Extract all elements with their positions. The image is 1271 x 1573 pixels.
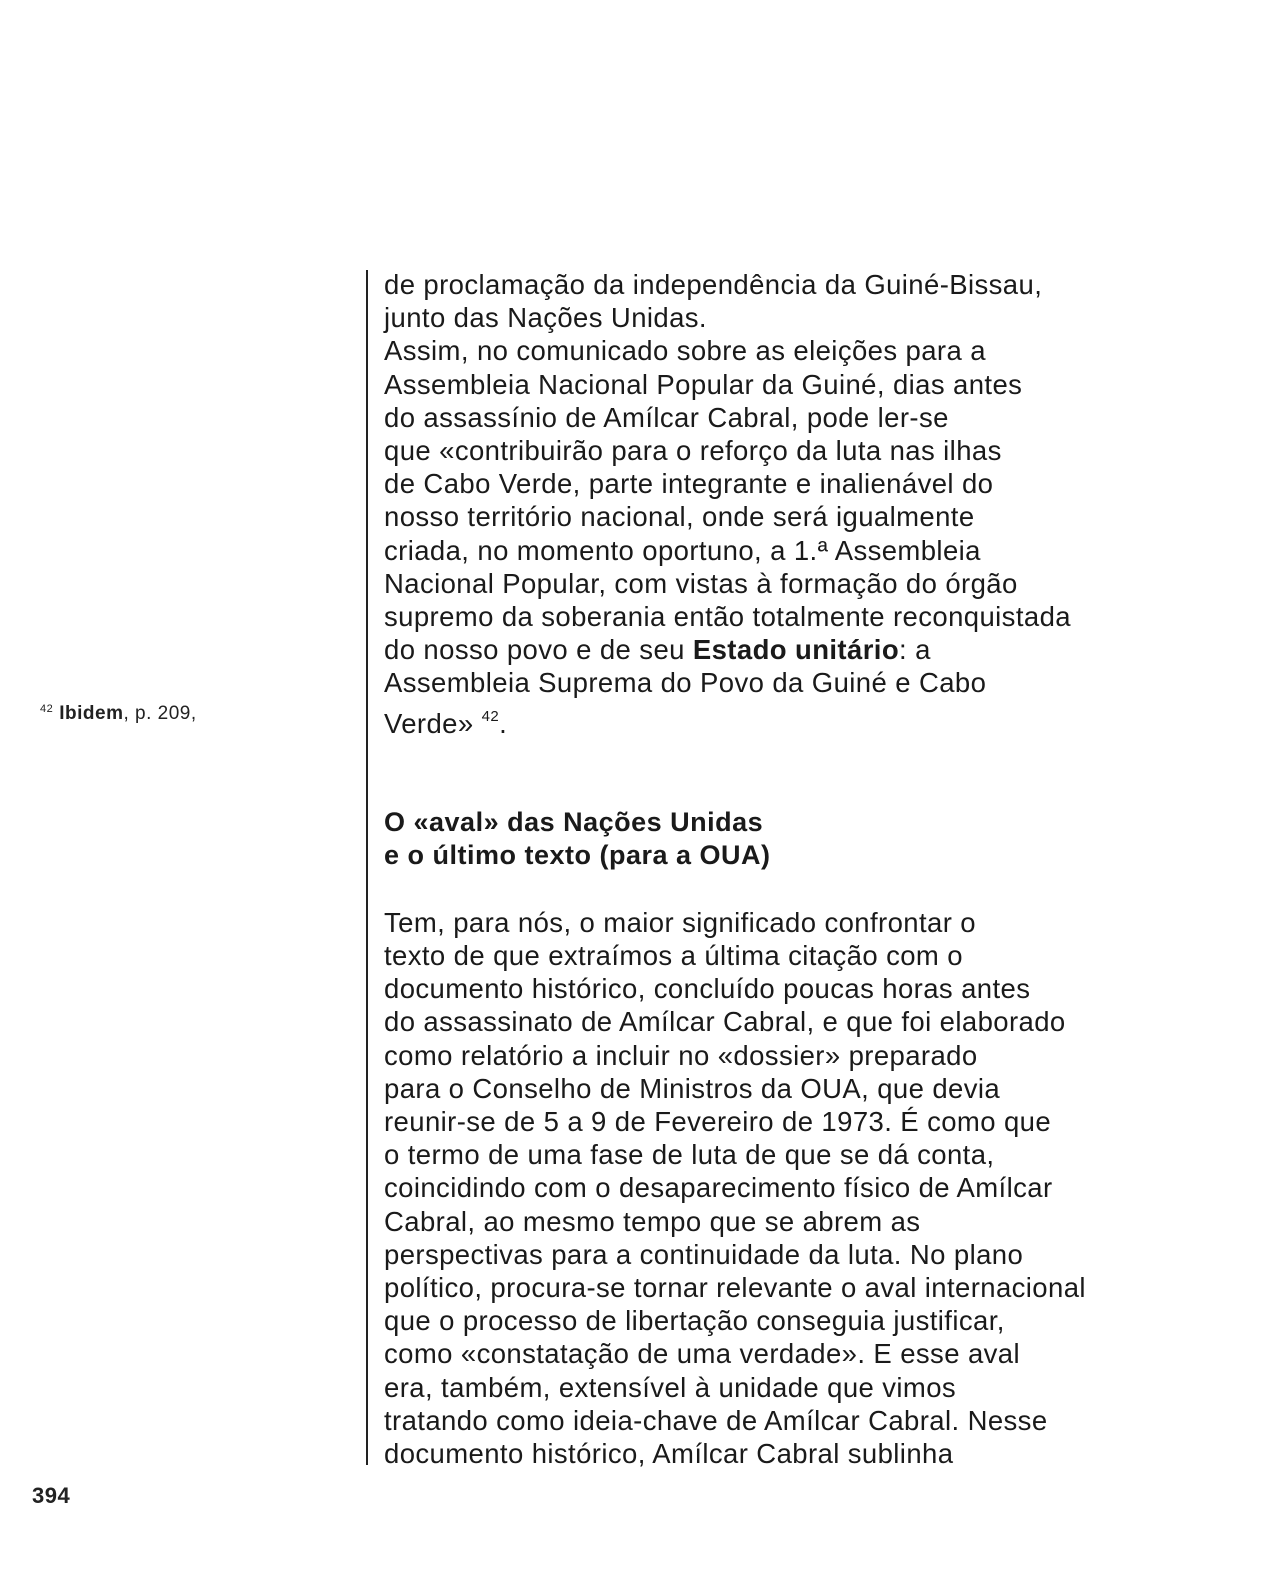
text-line: como «constatação de uma verdade». E esse aval bbox=[384, 1338, 1020, 1370]
column-rule bbox=[366, 270, 368, 1465]
page-number: 394 bbox=[32, 1483, 71, 1508]
footnote-number: 42 bbox=[40, 703, 54, 715]
text-line-with-footnote bbox=[384, 700, 1214, 740]
text-line: de proclamação da independência da Guiné-Bissau, bbox=[384, 269, 1043, 300]
text-segment: Verde» bbox=[384, 707, 482, 739]
bold-term: Estado unitário bbox=[692, 634, 900, 666]
text-line: que o processo de libertação conseguia justificar, bbox=[384, 1305, 1005, 1337]
text-line: criada, no momento oportuno, a 1.ª Assembleia bbox=[384, 534, 981, 566]
text-line: nosso território nacional, onde será igualmente bbox=[384, 501, 975, 533]
text-line: político, procura-se tornar relevante o aval internacional bbox=[384, 1272, 1086, 1304]
text-segment: . bbox=[499, 707, 508, 739]
footnote-title: Ibidem bbox=[59, 703, 124, 724]
text-segment: do nosso povo e de seu bbox=[384, 634, 693, 666]
text-segment: : a bbox=[899, 634, 931, 666]
text-line-with-bold bbox=[384, 633, 1214, 666]
text-line: perspectivas para a continuidade da luta. No plano bbox=[384, 1238, 1024, 1270]
text-line: coincidindo com o desaparecimento físico de Amílcar bbox=[384, 1172, 1053, 1204]
paragraph-2 bbox=[384, 906, 1214, 1470]
text-line: texto de que extraímos a última citação com o bbox=[384, 940, 963, 972]
margin-footnote bbox=[40, 703, 197, 725]
paragraph-1 bbox=[384, 268, 1214, 740]
heading-line: e o último texto (para a OUA) bbox=[384, 839, 771, 870]
main-text-column bbox=[384, 268, 1214, 1470]
text-line: era, também, extensível à unidade que vimos bbox=[384, 1371, 957, 1403]
text-line: documento histórico, concluído poucas horas antes bbox=[384, 973, 1031, 1005]
section-heading bbox=[384, 806, 1214, 872]
text-line: Assim, no comunicado sobre as eleições para a bbox=[384, 335, 986, 367]
text-line: Nacional Popular, com vistas à formação do órgão bbox=[384, 567, 1018, 599]
text-line: supremo da soberania então totalmente reconquistada bbox=[384, 601, 1071, 633]
text-line: Assembleia Nacional Popular da Guiné, dias antes bbox=[384, 368, 1023, 400]
text-line: Cabral, ao mesmo tempo que se abrem as bbox=[384, 1205, 921, 1237]
text-line: para o Conselho de Ministros da OUA, que devia bbox=[384, 1072, 1001, 1104]
text-line: que «contribuirão para o reforço da luta nas ilhas bbox=[384, 435, 1002, 467]
text-line: o termo de uma fase de luta de que se dá conta, bbox=[384, 1139, 995, 1171]
text-line: reunir-se de 5 a 9 de Fevereiro de 1973. É como que bbox=[384, 1106, 1052, 1138]
text-line: como relatório a incluir no «dossier» preparado bbox=[384, 1039, 978, 1071]
text-line: documento histórico, Amílcar Cabral sublinha bbox=[384, 1438, 954, 1470]
text-line: Tem, para nós, o maior significado confrontar o bbox=[384, 906, 977, 938]
text-line: Assembleia Suprema do Povo da Guiné e Cabo bbox=[384, 667, 987, 699]
text-line: de Cabo Verde, parte integrante e inalienável do bbox=[384, 468, 994, 500]
text-line: do assassinato de Amílcar Cabral, e que foi elaborado bbox=[384, 1006, 1066, 1038]
text-line: do assassínio de Amílcar Cabral, pode ler-se bbox=[384, 401, 949, 433]
heading-line: O «aval» das Nações Unidas bbox=[384, 806, 764, 837]
text-line: tratando como ideia-chave de Amílcar Cabral. Nesse bbox=[384, 1404, 1048, 1436]
text-line: junto das Nações Unidas. bbox=[384, 302, 707, 334]
footnote-reference-mark: 42 bbox=[481, 707, 500, 725]
footnote-reference: , p. 209, bbox=[123, 703, 197, 724]
